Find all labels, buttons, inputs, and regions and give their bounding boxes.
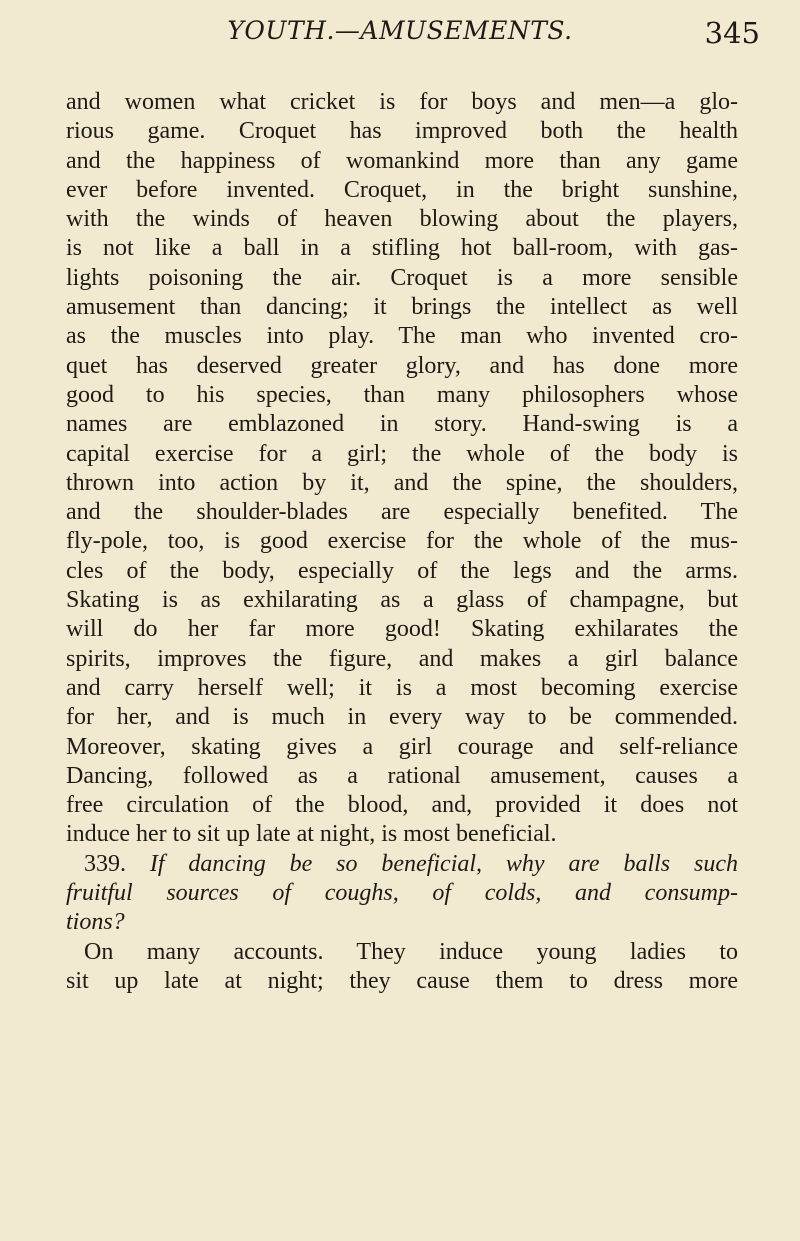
text-line: and the shoulder-blades are especially benefited. The [66, 499, 738, 526]
question-line [66, 850, 738, 879]
text-line: for her, and is much in every way to be commended. [66, 704, 738, 731]
text-line: with the winds of heaven blowing about the players, [66, 206, 738, 233]
text-line: thrown into action by it, and the spine, the shoulders, [66, 469, 738, 496]
text-line: lights poisoning the air. Croquet is a more sensible [66, 264, 738, 291]
question-text: If dancing be so beneficial, why are balls such [149, 850, 739, 877]
question-line: fruitful sources of coughs, of colds, and consump- [66, 880, 738, 907]
text-line: is not like a ball in a stifling hot ball-room, with gas- [66, 235, 738, 262]
text-line: Dancing, followed as a rational amusement, causes a [66, 762, 738, 789]
text-line: and women what cricket is for boys and men—a glo- [66, 89, 738, 115]
body-text [66, 88, 738, 996]
text-line: and carry herself well; it is a most becoming exercise [66, 674, 738, 701]
text-line: and the happiness of womankind more than any game [66, 147, 738, 174]
running-head [60, 8, 760, 68]
text-line: amusement than dancing; it brings the intellect as well [66, 294, 738, 321]
text-line: as the muscles into play. The man who invented cro- [66, 323, 738, 350]
text-line: names are emblazoned in story. Hand-swing is a [66, 411, 738, 438]
text-line: fly-pole, too, is good exercise for the whole of the mus- [66, 528, 738, 555]
answer-line: On many accounts. They induce young ladies to [84, 938, 738, 965]
text-line: good to his species, than many philosophers whose [66, 381, 738, 408]
question-number: 339. [84, 850, 126, 877]
question-line: tions? [66, 909, 125, 936]
text-line: ever before invented. Croquet, in the bright sunshine, [66, 176, 738, 203]
text-line: capital exercise for a girl; the whole of the body is [66, 440, 738, 467]
text-line: Skating is as exhilarating as a glass of champagne, but [66, 587, 738, 614]
text-line: cles of the body, especially of the legs and the arms. [66, 557, 738, 584]
text-line: free circulation of the blood, and, provided it does not [66, 792, 738, 819]
text-line: spirits, improves the figure, and makes a girl balance [66, 645, 738, 672]
text-line: quet has deserved greater glory, and has done more [66, 352, 738, 379]
text-line: will do her far more good! Skating exhilarates the [66, 616, 738, 643]
text-line: rious game. Croquet has improved both the health [66, 118, 738, 145]
running-head-title: YOUTH.—AMUSEMENTS. [227, 16, 573, 45]
page-number: 345 [704, 16, 760, 50]
answer-line: sit up late at night; they cause them to dress more [66, 967, 738, 994]
text-line: Moreover, skating gives a girl courage and self-reliance [66, 733, 738, 760]
text-line: induce her to sit up late at night, is most beneficial. [66, 821, 557, 848]
